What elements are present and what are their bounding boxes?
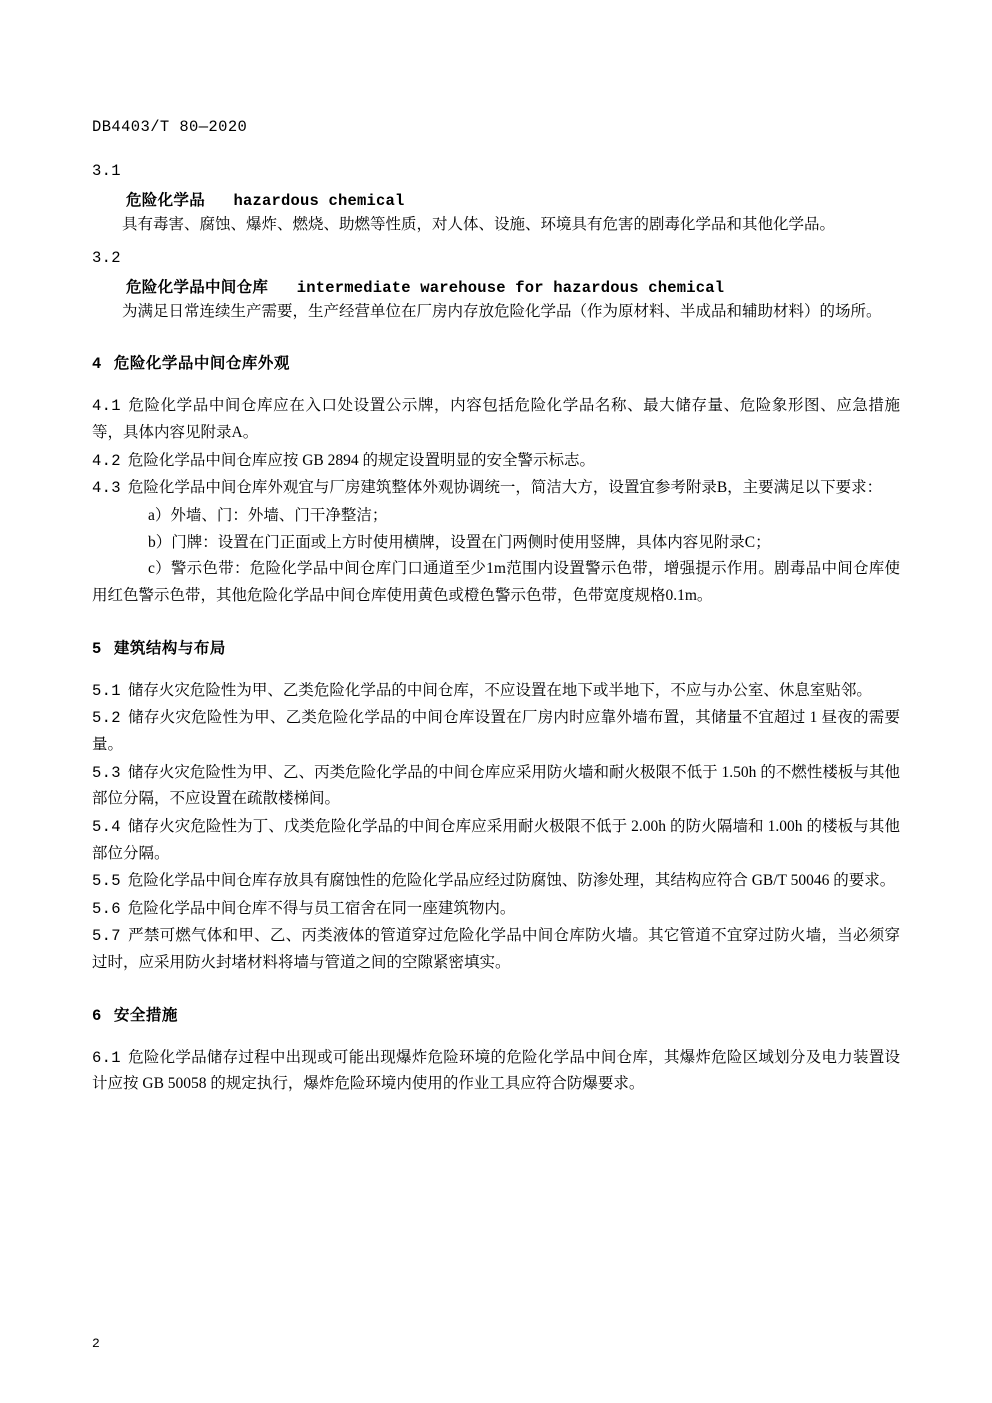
clause-4-1 — [92, 393, 900, 446]
clause-5-5-number: 5.5 — [92, 872, 121, 891]
clause-4-2-number: 4.2 — [92, 451, 121, 470]
section-heading-6 — [92, 1003, 900, 1025]
clause-4-1-text: 危险化学品中间仓库应在入口处设置公示牌，内容包括危险化学品名称、最大储存量、危险象形图、应急措施等，具体内容见附录A。 — [92, 397, 900, 441]
clause-number-3-2: 3.2 — [92, 248, 121, 267]
clause-5-2-number: 5.2 — [92, 709, 121, 728]
clause-5-4-number: 5.4 — [92, 817, 121, 836]
clause-5-5-text: 危险化学品中间仓库存放具有腐蚀性的危险化学品应经过防腐蚀、防渗处理，其结构应符合 GB/T 50046 的要求。 — [127, 872, 896, 890]
term-name-en-3-1: hazardous chemical — [233, 192, 405, 210]
term-entry-3-2 — [126, 275, 900, 297]
clause-4-3 — [92, 475, 900, 502]
clause-5-2-text: 储存火灾危险性为甲、乙类危险化学品的中间仓库设置在厂房内时应靠外墙布置，其储量不宜超过 1 昼夜的需要量。 — [92, 709, 900, 753]
clause-5-3-text: 储存火灾危险性为甲、乙、丙类危险化学品的中间仓库应采用防火墙和耐火极限不低于 1.50h 的不燃性楼板与其他部位分隔，不应设置在疏散楼梯间。 — [92, 763, 900, 808]
clause-5-1-text: 储存火灾危险性为甲、乙类危险化学品的中间仓库，不应设置在地下或半地下，不应与办公室、休息室贴邻。 — [127, 681, 872, 699]
clause-5-7 — [92, 923, 900, 976]
clause-5-6-text: 危险化学品中间仓库不得与员工宿舍在同一座建筑物内。 — [127, 899, 516, 917]
section-number-6: 6 — [92, 1006, 102, 1025]
term-definition-3-2: 为满足日常连续生产需要，生产经营单位在厂房内存放危险化学品（作为原材料、半成品和辅助材料）的场所。 — [122, 302, 882, 320]
section-title-6: 安全措施 — [113, 1005, 178, 1024]
clause-5-6 — [92, 896, 900, 923]
clause-4-3-sub-a: a）外墙、门：外墙、门干净整洁； — [148, 506, 388, 524]
term-name-en-3-2: intermediate warehouse for hazardous chemical — [296, 278, 725, 297]
section-title-5: 建筑结构与布局 — [113, 638, 226, 657]
clause-5-5 — [92, 868, 900, 895]
term-entry-3-1 — [126, 188, 900, 210]
clause-5-4-text: 储存火灾危险性为丁、戊类危险化学品的中间仓库应采用耐火极限不低于 2.00h 的防火隔墙和 1.00h 的楼板与其他部位分隔。 — [92, 817, 900, 862]
section-heading-5 — [92, 636, 900, 658]
clause-6-1-text: 危险化学品储存过程中出现或可能出现爆炸危险环境的危险化学品中间仓库，其爆炸危险区域划分及电力装置设计应按 GB 50058 的规定执行，爆炸危险环境内使用的作业工具应符合防爆要求。 — [92, 1048, 900, 1093]
clause-5-7-text: 严禁可燃气体和甲、乙、丙类液体的管道穿过危险化学品中间仓库防火墙。其它管道不宜穿过防火墙，当必须穿过时，应采用防火封堵材料将墙与管道之间的空隙紧密填实。 — [92, 927, 900, 972]
clause-4-2 — [92, 448, 900, 475]
clause-5-7-number: 5.7 — [92, 927, 121, 946]
clause-4-3-sub-b: b）门牌：设置在门正面或上方时使用横牌，设置在门两侧时使用竖牌，具体内容见附录C； — [148, 533, 771, 551]
section-title-4: 危险化学品中间仓库外观 — [113, 354, 290, 373]
clause-5-4 — [92, 814, 900, 867]
term-name-cn-3-2: 危险化学品中间仓库 — [126, 277, 269, 296]
section-number-4: 4 — [92, 355, 102, 374]
clause-number-3-1: 3.1 — [92, 162, 121, 180]
term-name-cn-3-1: 危险化学品 — [126, 191, 206, 209]
page-header-standard-number: DB4403/T 80—2020 — [92, 118, 248, 136]
clause-5-3-number: 5.3 — [92, 763, 121, 782]
section-number-5: 5 — [92, 639, 102, 658]
clause-4-3-sub-c: c）警示色带：危险化学品中间仓库门口通道至少1m范围内设置警示色带，增强提示作用。剧毒品中间仓库使用红色警示色带，其他危险化学品中间仓库使用黄色或橙色警示色带，色带宽度规格0.1m。 — [92, 560, 900, 604]
term-definition-3-1: 具有毒害、腐蚀、爆炸、燃烧、助燃等性质，对人体、设施、环境具有危害的剧毒化学品和其他化学品。 — [122, 216, 836, 233]
clause-5-2 — [92, 705, 900, 758]
section-heading-4 — [92, 351, 900, 373]
clause-4-3-number: 4.3 — [92, 479, 121, 498]
clause-5-1-number: 5.1 — [92, 681, 121, 700]
footer-page-number: 2 — [92, 1336, 100, 1351]
clause-5-6-number: 5.6 — [92, 899, 121, 918]
clause-6-1 — [92, 1045, 900, 1098]
clause-6-1-number: 6.1 — [92, 1048, 121, 1067]
clause-4-3-text: 危险化学品中间仓库外观宜与厂房建筑整体外观协调统一，简洁大方，设置宜参考附录B，主要满足以下要求： — [127, 479, 883, 497]
clause-5-3 — [92, 760, 900, 813]
clause-5-1 — [92, 678, 900, 705]
clause-4-2-text: 危险化学品中间仓库应按 GB 2894 的规定设置明显的安全警示标志。 — [127, 451, 595, 469]
clause-4-1-number: 4.1 — [92, 397, 121, 416]
